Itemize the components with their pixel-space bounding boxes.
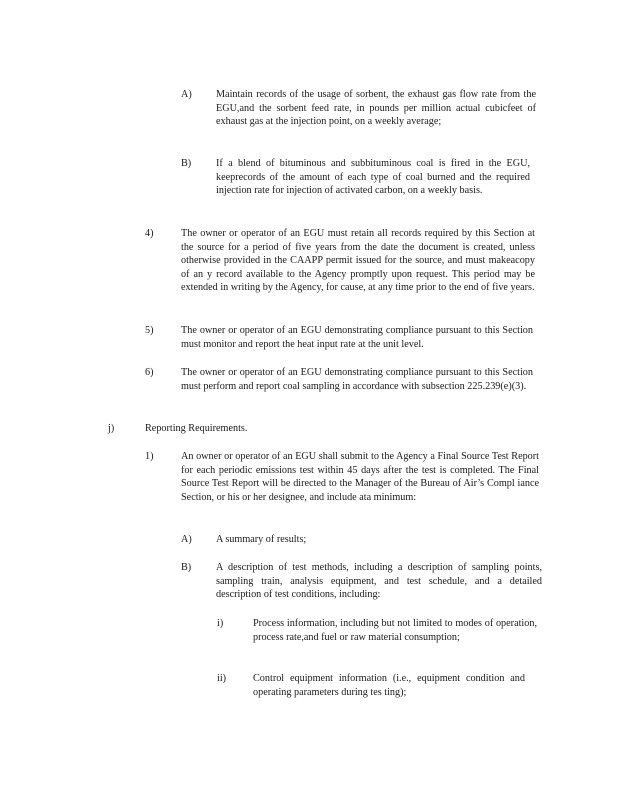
list-item-text: The owner or operator of an EGU demonstrating compliance pursuant to this Section must perform and report coal sampling in accordance with subsection 225.239(e)(3). — [181, 367, 533, 392]
list-marker: ii) — [217, 673, 227, 684]
list-item-text: A summary of results; — [216, 534, 307, 545]
list-item-text: The owner or operator of an EGU must retain all records required by this Section at the source for a period of five years from the date the document is created, unless otherwise provided in the CAAPP permit issued for the source, and must makeacopy of an y record available to the Agency promptly upon request. This period may be extended in writing by the Agency, for cause, at any time prior to the end of five years. — [181, 228, 535, 294]
list-marker: B) — [181, 158, 192, 169]
list-marker: i) — [217, 618, 224, 629]
list-item-text: A description of test methods, including a description of sampling points, sampling train, analysis equipment, and test schedule, and a detailed description of test conditions, including: — [216, 562, 542, 601]
section-marker: j) — [108, 423, 115, 434]
list-marker: A) — [181, 534, 192, 545]
list-marker: A) — [181, 89, 192, 100]
section-heading: Reporting Requirements. — [145, 423, 248, 434]
list-item-text: Control equipment information (i.e., equipment condition and operating parameters during tes ting); — [253, 673, 525, 698]
list-item-text: Maintain records of the usage of sorbent, the exhaust gas flow rate from the EGU,and the sorbent feed rate, in pounds per million actual cubicfeet of exhaust gas at the injection point, on a weekly average; — [216, 89, 536, 128]
list-marker: 5) — [145, 325, 154, 336]
list-marker: 6) — [145, 367, 154, 378]
list-item-text: If a blend of bituminous and subbituminous coal is fired in the EGU, keeprecords of the amount of each type of coal burned and the required injection rate for injection of activated carbon, on a weekly basis. — [216, 158, 530, 197]
list-marker: 1) — [145, 451, 154, 462]
list-item-text: The owner or operator of an EGU demonstrating compliance pursuant to this Section must monitor and report the heat input rate at the unit level. — [181, 325, 533, 350]
list-item-text: An owner or operator of an EGU shall submit to the Agency a Final Source Test Report for each periodic emissions test within 45 days after the test is completed. The Final Source Test Report will be directed to the Manager of the Bureau of Air’s Compl iance Section, or his or her designee, and include ata minimum: — [181, 451, 539, 503]
list-item-text: Process information, including but not limited to modes of operation, process rate,and fuel or raw material consumption; — [253, 618, 537, 643]
list-marker: B) — [181, 562, 192, 573]
list-marker: 4) — [145, 228, 154, 239]
